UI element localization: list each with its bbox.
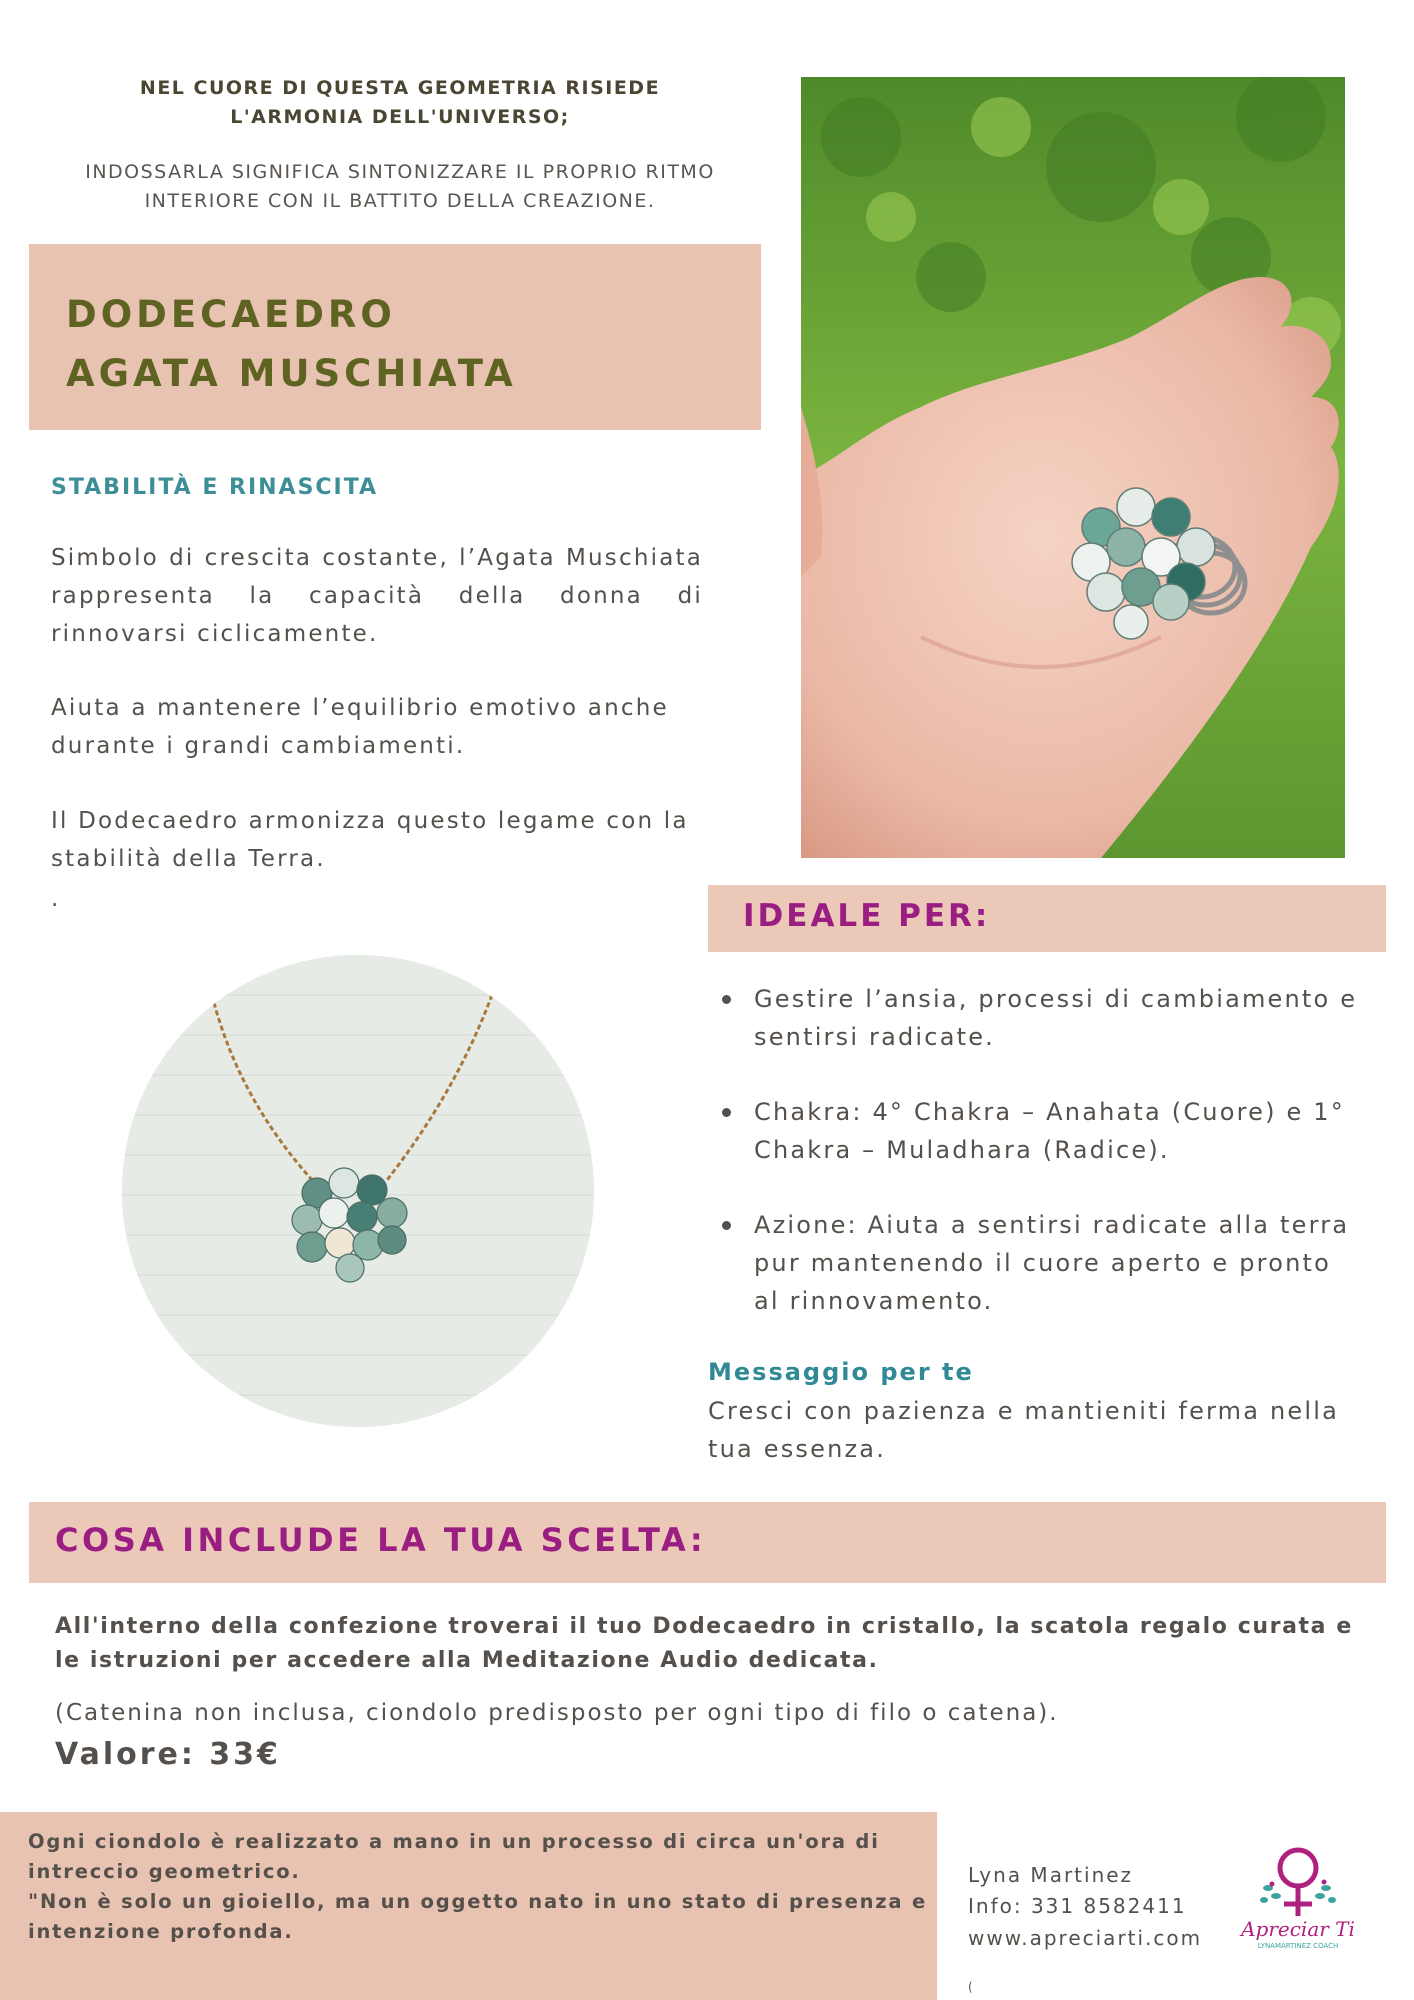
paragraph-dot: . <box>51 886 61 912</box>
list-item-text: Chakra: 4° Chakra – Anahata (Cuore) e 1° Chakra – Muladhara (Radice). <box>754 1098 1345 1164</box>
paragraph-1: Simbolo di crescita costante, l’Agata Muschiata rappresenta la capacità della donna di rinnovarsi ciclicamente. <box>51 545 703 647</box>
footer-line-1: Ogni ciondolo è realizzato a mano in un processo di circa un'ora di intreccio geometrico. <box>28 1830 880 1883</box>
title-line-1: DODECAEDRO <box>66 293 396 336</box>
photo-pendant-in-hand <box>801 77 1345 858</box>
ideale-heading: IDEALE PER: <box>743 898 991 934</box>
chain-note: (Catenina non inclusa, ciondolo predisposto per ogni tipo di filo o catena). <box>55 1700 1059 1726</box>
message-title: Messaggio per te <box>708 1358 974 1386</box>
list-item-text: Gestire l’ansia, processi di cambiamento e sentirsi radicate. <box>754 985 1358 1051</box>
paragraph-3: Il Dodecaedro armonizza questo legame con la stabilità della Terra. <box>51 808 689 872</box>
stray-char: ( <box>968 1980 973 1994</box>
list-item <box>720 980 1360 1056</box>
list-item <box>720 1093 1360 1169</box>
title-line-2: AGATA MUSCHIATA <box>66 352 517 395</box>
brand-logo <box>1228 1844 1368 1954</box>
section-subtitle: STABILITÀ E RINASCITA <box>51 475 379 500</box>
list-item-text: Azione: Aiuta a sentirsi radicate alla terra pur mantenendo il cuore aperto e pronto al rinnovamento. <box>754 1211 1350 1315</box>
footer-line-2: "Non è solo un gioiello, ma un oggetto nato in uno stato di presenza e intenzione profonda. <box>28 1890 928 1943</box>
contact-website[interactable]: www.apreciarti.com <box>968 1926 1203 1950</box>
bullet-icon <box>722 995 731 1004</box>
ideale-list <box>720 980 1360 1357</box>
bullet-icon <box>722 1108 731 1117</box>
paragraph-2: Aiuta a mantenere l’equilibrio emotivo anche durante i grandi cambiamenti. <box>51 695 669 759</box>
cosa-heading: COSA INCLUDE LA TUA SCELTA: <box>55 1521 707 1559</box>
logo-brand-text: Apreciar Ti <box>1241 1917 1355 1941</box>
contact-name: Lyna Martinez <box>968 1863 1134 1887</box>
bullet-icon <box>722 1221 731 1230</box>
footer-text <box>28 1827 928 1947</box>
intro-subheading: INDOSSARLA SIGNIFICA SINTONIZZARE IL PROPRIO RITMO INTERIORE CON IL BATTITO DELLA CREAZIONE. <box>85 161 715 212</box>
message-text: Cresci con pazienza e mantieniti ferma nella tua essenza. <box>708 1397 1340 1463</box>
photo-pendant-necklace <box>122 955 594 1427</box>
intro-heading: NEL CUORE DI QUESTA GEOMETRIA RISIEDE L'ARMONIA DELL'UNIVERSO; <box>139 77 661 128</box>
price-value: Valore: 33€ <box>55 1737 281 1772</box>
list-item <box>720 1206 1360 1320</box>
contact-phone[interactable]: Info: 331 8582411 <box>968 1894 1187 1918</box>
logo-subtext: LYNAMARTINEZ COACH <box>1257 1942 1339 1950</box>
include-description: All'interno della confezione troverai il tuo Dodecaedro in cristallo, la scatola regalo curata e le istruzioni per accedere alla Meditazione Audio dedicata. <box>55 1614 1353 1673</box>
title-banner <box>29 244 761 430</box>
